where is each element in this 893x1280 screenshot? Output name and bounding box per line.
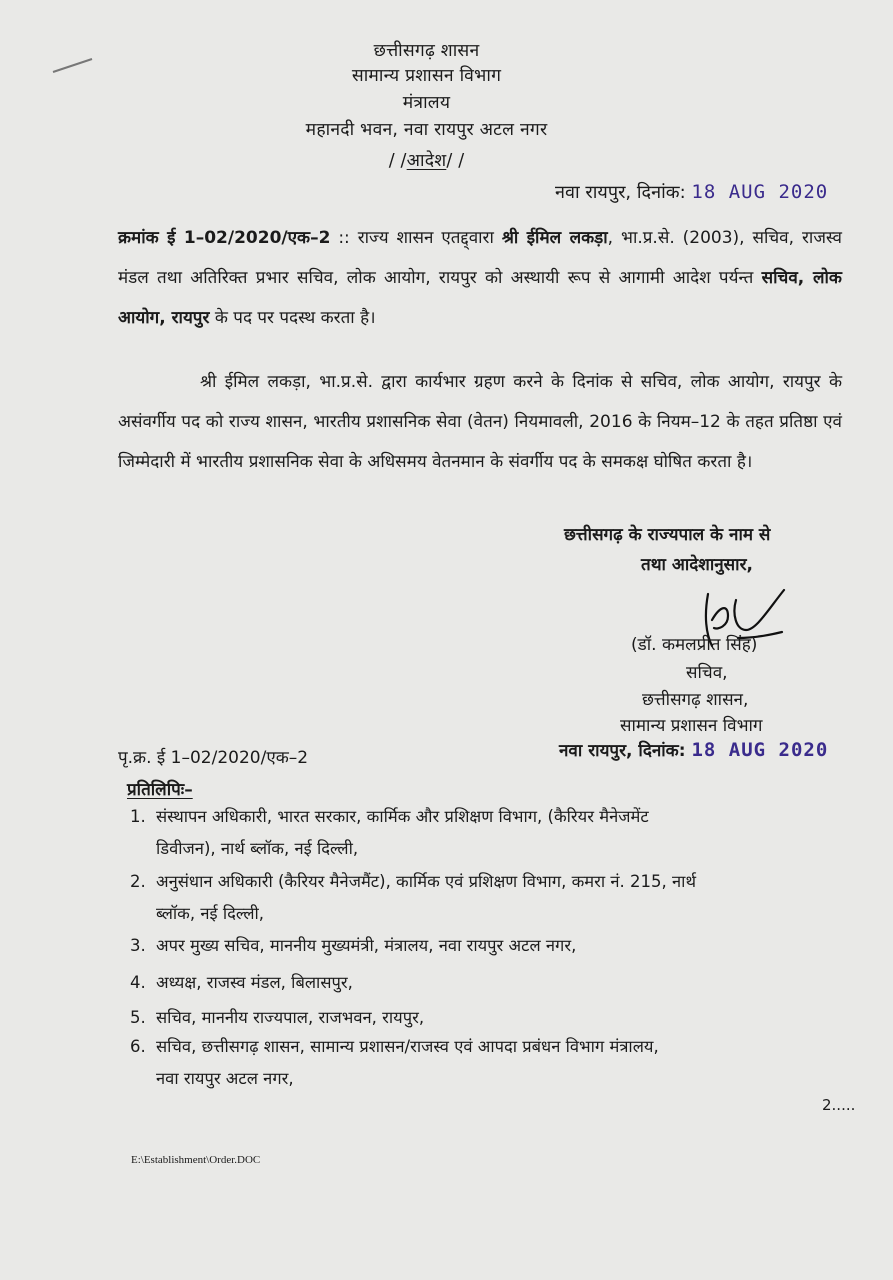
signatory-designation: सचिव,	[686, 663, 728, 683]
p1-mid: , भा.प्र.से. (2003), सचिव, राजस्व मंडल तथा अतिरिक्त प्रभार सचिव, लोक आयोग, रायपुर को अस्थायी रूप से आगामी आदेश पर्यन्त	[118, 228, 842, 288]
copy-list-item	[130, 967, 850, 999]
item-number: 4.	[130, 973, 146, 992]
as-ordered-line: तथा आदेशानुसार,	[641, 555, 753, 575]
item-line-1: अनुसंधान अधिकारी (कैरियर मैनेजमैंट), कार्मिक एवं प्रशिक्षण विभाग, कमरा नं. 215, नार्थ	[156, 872, 696, 891]
signature-date-label: नवा रायपुर, दिनांक:	[559, 741, 686, 761]
endorsement-reference: पृ.क्र. ई 1–02/2020/एक–2	[118, 748, 309, 768]
posting-title: सचिव, लोक आयोग, रायपुर	[118, 268, 842, 328]
item-number: 2.	[130, 872, 146, 891]
item-line-2: ब्लॉक, नई दिल्ली,	[156, 904, 265, 923]
page-number: 2.....	[822, 1096, 856, 1114]
order-reference: क्रमांक ई 1–02/2020/एक–2	[118, 228, 331, 248]
copy-heading: प्रतिलिपिः–	[127, 780, 193, 800]
date-stamp: 18 AUG 2020	[691, 181, 829, 203]
header-government: छत्तीसगढ़ शासन	[373, 41, 480, 61]
item-line-2: डिवीजन), नार्थ ब्लॉक, नई दिल्ली,	[156, 839, 359, 858]
item-line-1: अपर मुख्य सचिव, माननीय मुख्यमंत्री, मंत्रालय, नवा रायपुर अटल नगर,	[156, 936, 577, 955]
order-title-line	[0, 148, 873, 172]
order-paragraph-2	[118, 362, 842, 482]
signature-date-stamp: 18 AUG 2020	[691, 739, 829, 761]
signatory-org-2: सामान्य प्रशासन विभाग	[620, 716, 763, 736]
signature-date	[559, 738, 828, 761]
item-number: 1.	[130, 807, 146, 826]
copy-list-item	[130, 866, 850, 930]
item-line-1: सचिव, माननीय राज्यपाल, राजभवन, रायपुर,	[156, 1008, 425, 1027]
officer-name: श्री ईमिल लकड़ा	[501, 228, 608, 248]
order-date	[555, 180, 828, 204]
signatory-name: (डॉ. कमलप्रीत सिंह)	[631, 635, 758, 655]
order-suffix: / /	[446, 151, 465, 171]
p1-sep: :: राज्य शासन एतद्द्वारा	[330, 228, 502, 248]
governor-order-line: छत्तीसगढ़ के राज्यपाल के नाम से	[564, 525, 771, 545]
date-label: नवा रायपुर, दिनांक:	[555, 182, 686, 203]
header-department: सामान्य प्रशासन विभाग	[351, 66, 502, 86]
item-line-1: अध्यक्ष, राजस्व मंडल, बिलासपुर,	[156, 973, 353, 992]
item-line-1: सचिव, छत्तीसगढ़ शासन, सामान्य प्रशासन/राजस्व एवं आपदा प्रबंधन विभाग मंत्रालय,	[156, 1037, 659, 1056]
item-line-2: नवा रायपुर अटल नगर,	[156, 1069, 294, 1088]
copy-list-item	[130, 1002, 850, 1034]
copy-list-item	[130, 930, 850, 962]
copy-list-item	[130, 1031, 850, 1095]
order-title: आदेश	[406, 151, 447, 171]
p1-end: के पद पर पदस्थ करता है।	[209, 308, 376, 328]
item-line-1: संस्थापन अधिकारी, भारत सरकार, कार्मिक और प्रशिक्षण विभाग, (कैरियर मैनेजमेंट	[156, 807, 649, 826]
item-number: 6.	[130, 1037, 146, 1056]
header-ministry: मंत्रालय	[402, 93, 451, 113]
item-number: 5.	[130, 1008, 146, 1027]
copy-list-item	[130, 801, 850, 865]
header-address: महानदी भवन, नवा रायपुर अटल नगर	[305, 120, 548, 140]
item-number: 3.	[130, 936, 146, 955]
signatory-org-1: छत्तीसगढ़ शासन,	[642, 690, 749, 710]
order-paragraph-1	[118, 218, 842, 338]
file-path-footer: E:\Establishment\Order.DOC	[131, 1154, 261, 1166]
order-prefix: / /	[388, 151, 407, 171]
p2-text: श्री ईमिल लकड़ा, भा.प्र.से. द्वारा कार्यभार ग्रहण करने के दिनांक से सचिव, लोक आयोग, रायपुर के असंवर्गीय पद को राज्य शासन, भारतीय प्रशासनिक सेवा (वेतन) नियमावली, 2016 के नियम–12 के तहत प्रतिष्ठा एवं जिम्मेदारी में भारतीय प्रशासनिक सेवा के अधिसमय वेतनमान के संवर्गीय पद के समकक्ष घोषित करता है।	[118, 372, 842, 472]
